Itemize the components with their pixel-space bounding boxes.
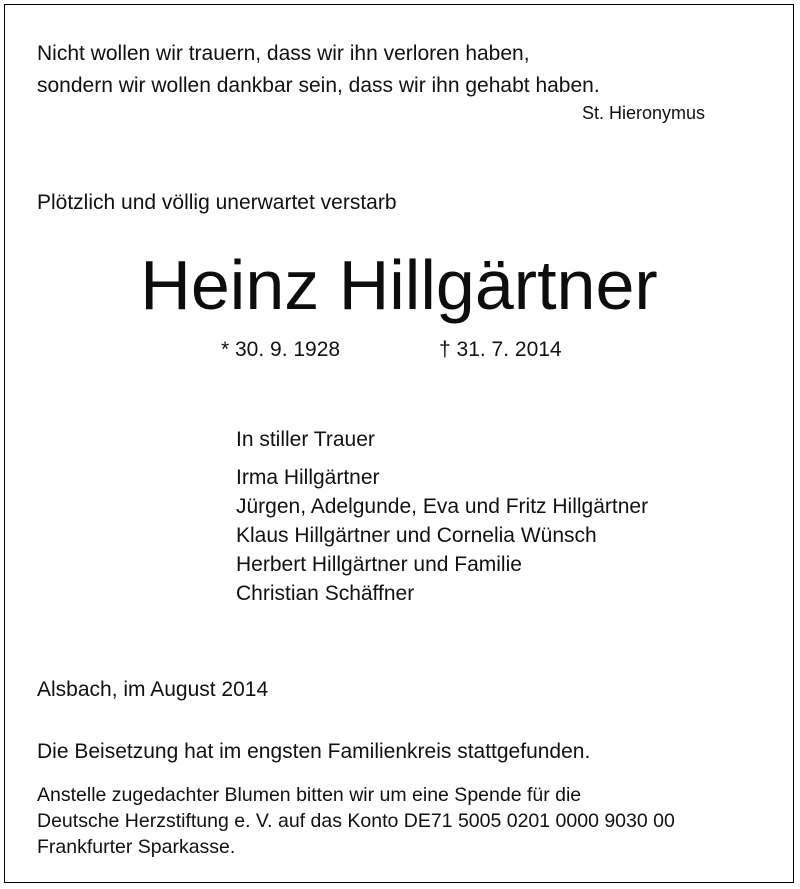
family-member: Jürgen, Adelgunde, Eva und Fritz Hillgärtner	[236, 495, 649, 518]
place-date: Alsbach, im August 2014	[37, 678, 269, 701]
family-member: Herbert Hillgärtner und Familie	[236, 553, 522, 576]
family-member: Klaus Hillgärtner und Cornelia Wünsch	[236, 524, 597, 547]
quote-author: St. Hieronymus	[581, 103, 705, 123]
death-date: † 31. 7. 2014	[439, 338, 562, 361]
family-member: Christian Schäffner	[236, 582, 415, 605]
quote-line-2: sondern wir wollen dankbar sein, dass wir ihn gehabt haben.	[37, 74, 600, 97]
donation-line-3: Frankfurter Sparkasse.	[37, 836, 236, 858]
mourning-heading: In stiller Trauer	[236, 428, 375, 451]
family-list	[236, 463, 648, 608]
deceased-name: Heinz Hillgärtner	[140, 246, 658, 324]
obituary-notice	[4, 4, 794, 883]
quote-line-1: Nicht wollen wir trauern, dass wir ihn verloren haben,	[37, 42, 530, 65]
donation-line-1: Anstelle zugedachter Blumen bitten wir um eine Spende für die	[37, 784, 582, 806]
donation-note	[37, 782, 675, 860]
intro-text: Plötzlich und völlig unerwartet verstarb	[37, 191, 397, 214]
funeral-note: Die Beisetzung hat im engsten Familienkreis stattgefunden.	[37, 740, 591, 763]
birth-date: * 30. 9. 1928	[221, 338, 341, 361]
donation-line-2: Deutsche Herzstiftung e. V. auf das Konto DE71 5005 0201 0000 9030 00	[37, 810, 675, 832]
family-member: Irma Hillgärtner	[236, 466, 380, 489]
